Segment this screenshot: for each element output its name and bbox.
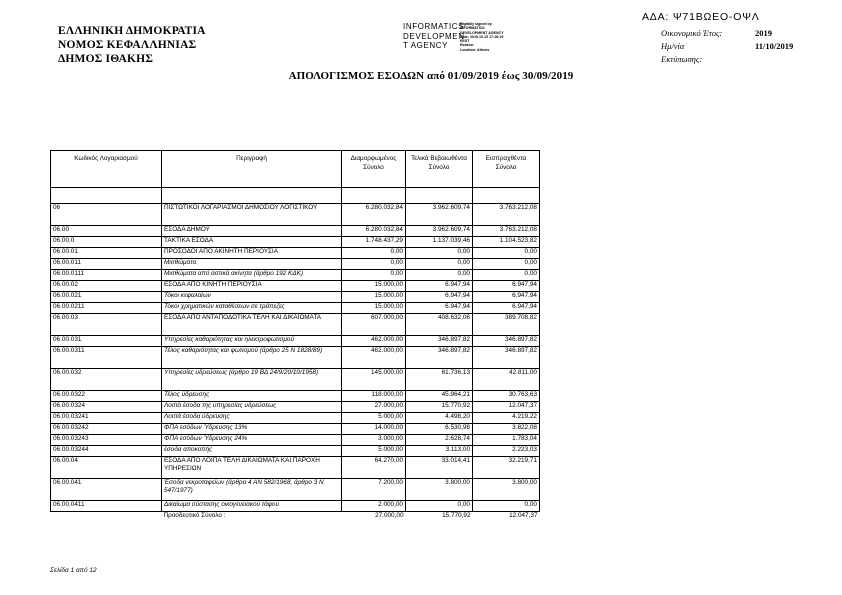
blank-row bbox=[51, 188, 540, 204]
account-code-cell: 06.00.03242 bbox=[51, 424, 162, 435]
issuer-line-3: ΔΗΜΟΣ ΙΘΑΚΗΣ bbox=[58, 53, 154, 65]
account-code-cell: 06.00.0211 bbox=[51, 303, 162, 314]
collected-total-cell: 0,00 bbox=[473, 248, 540, 259]
budgeted-total-cell: 0,00 bbox=[342, 248, 406, 259]
collected-total-cell: 3.763.212,08 bbox=[473, 204, 540, 226]
account-code-cell: 06.00.04 bbox=[51, 457, 162, 479]
account-code-cell: 06.00.02 bbox=[51, 281, 162, 292]
account-code-cell: 06.00.0111 bbox=[51, 270, 162, 281]
certified-total-cell: 3.800,00 bbox=[406, 479, 473, 501]
account-code-cell: 06.00.03241 bbox=[51, 413, 162, 424]
collected-total-cell: 6.947,94 bbox=[473, 303, 540, 314]
stamp-line-3: T AGENCY bbox=[403, 41, 449, 50]
description-cell: ΕΣΟΔΑ ΔΗΜΟΥ bbox=[162, 226, 342, 237]
budgeted-total-cell: 27.000,00 bbox=[342, 402, 406, 413]
meta-value: 2019 bbox=[755, 28, 772, 38]
meta-label: Εκτύπωσης: bbox=[661, 54, 703, 64]
certified-total-cell: 6.947,94 bbox=[406, 292, 473, 303]
signature-detail-line: Date: 2019.10.15 17:18:19 bbox=[460, 34, 504, 39]
description-cell: Υπηρεσίες υδρεύσεως (άρθρο 19 ΒΔ 24/9/20/10/1958) bbox=[162, 369, 342, 391]
blank-cell bbox=[162, 188, 342, 204]
stamp-line-2: DEVELOPMEN bbox=[403, 31, 465, 41]
description-cell: Λοιπά έσοδα ύδρευσης bbox=[162, 413, 342, 424]
table-row bbox=[51, 270, 540, 281]
certified-total-cell: 6.530,98 bbox=[406, 424, 473, 435]
budgeted-total-cell: 0,00 bbox=[342, 259, 406, 270]
table-row bbox=[51, 446, 540, 457]
certified-total-cell: 2.628,74 bbox=[406, 435, 473, 446]
column-header-code: Κωδικός Λογαριασμού bbox=[51, 151, 162, 188]
table-row bbox=[51, 402, 540, 413]
table-row bbox=[51, 248, 540, 259]
account-code-cell: 06.00.01 bbox=[51, 248, 162, 259]
meta-fiscal-year bbox=[661, 27, 772, 40]
table-row bbox=[51, 457, 540, 479]
account-code-cell: 06.00.0324 bbox=[51, 402, 162, 413]
collected-total-cell: 42.811,00 bbox=[473, 369, 540, 391]
account-code-cell: 06.00.041 bbox=[51, 479, 162, 501]
account-code-cell: 06.00.03 bbox=[51, 314, 162, 336]
table-row bbox=[51, 204, 540, 226]
description-cell: Υπηρεσίες καθαριότητας και ηλεκτροφωτισμού bbox=[162, 336, 342, 347]
budgeted-total-cell: 3.000,00 bbox=[342, 435, 406, 446]
description-cell: Τέλος ύδρευσης bbox=[162, 391, 342, 402]
description-cell: Μισθώματα από αστικά ακίνητα (άρθρο 192 ΚΔΚ) bbox=[162, 270, 342, 281]
certified-total-cell: 0,00 bbox=[406, 248, 473, 259]
table-row bbox=[51, 435, 540, 446]
description-cell: ΕΣΟΔΑ ΑΠΟ ΚΙΝΗΤΗ ΠΕΡΙΟΥΣΙΑ bbox=[162, 281, 342, 292]
signature-detail-line: Reason: bbox=[460, 43, 475, 48]
meta-value: 11/10/2019 bbox=[755, 41, 794, 51]
account-code-cell: 06.00.021 bbox=[51, 292, 162, 303]
table-row bbox=[51, 303, 540, 314]
total-certified: 15.770,92 bbox=[442, 512, 471, 519]
meta-print-label bbox=[661, 53, 722, 66]
budgeted-total-cell: 5.000,00 bbox=[342, 413, 406, 424]
table-row bbox=[51, 314, 540, 336]
total-spacer bbox=[51, 512, 162, 520]
table-row bbox=[51, 391, 540, 402]
signature-detail-line: Location: Athens bbox=[460, 47, 490, 52]
signature-detail-line: Digitally signed by bbox=[460, 22, 492, 26]
signature-stamp bbox=[403, 22, 465, 51]
signature-details bbox=[460, 22, 530, 52]
account-code-cell: 06.00.0411 bbox=[51, 501, 162, 512]
report-title: ΑΠΟΛΟΓΙΣΜΟΣ ΕΣΟΔΩΝ από 01/09/2019 έως 30/09/2019 bbox=[288, 70, 574, 82]
collected-total-cell: 3.763.212,08 bbox=[473, 226, 540, 237]
table-row bbox=[51, 237, 540, 248]
budgeted-total-cell: 15.000,00 bbox=[342, 281, 406, 292]
collected-total-cell: 389.708,82 bbox=[473, 314, 540, 336]
collected-total-cell: 346.897,82 bbox=[473, 347, 540, 369]
meta-print-date bbox=[661, 40, 794, 53]
page-number: Σελίδα 1 από 12 bbox=[50, 567, 97, 574]
certified-total-cell: 0,00 bbox=[406, 501, 473, 512]
table-row bbox=[51, 292, 540, 303]
account-code-cell: 06.00.032 bbox=[51, 369, 162, 391]
description-cell: Δικαίωμα σύστασης οικογενειακού τάφου bbox=[162, 501, 342, 512]
certified-total-cell: 346.897,82 bbox=[406, 336, 473, 347]
account-code-cell: 06.00.031 bbox=[51, 336, 162, 347]
total-budgeted: 27.000,00 bbox=[375, 512, 404, 519]
collected-total-cell: 3.800,00 bbox=[473, 479, 540, 501]
description-cell: Τέλος καθαριότητας και φωτισμού (άρθρο 25 Ν 1828/89) bbox=[162, 347, 342, 369]
certified-total-cell: 45.964,21 bbox=[406, 391, 473, 402]
column-header-budgeted: Διαμορφωμένος Σύνολο bbox=[342, 151, 406, 188]
issuer-line-1: ΕΛΛΗΝΙΚΗ ΔΗΜΟΚΡΑΤΙΑ bbox=[58, 25, 206, 37]
column-header-certified: Τελικά Βεβαιωθέντα Σύνολο bbox=[406, 151, 473, 188]
description-cell: ΕΣΟΔΑ ΑΠΟ ΑΝΤΑΠΟΔΟΤΙΚΑ ΤΕΛΗ ΚΑΙ ΔΙΚΑΙΩΜΑΤΑ bbox=[162, 314, 342, 336]
issuer-line-2: ΝΟΜΟΣ ΚΕΦΑΛΛΗΝΙΑΣ bbox=[58, 39, 197, 51]
report-title-wrap bbox=[0, 70, 842, 82]
issuer-block bbox=[58, 24, 206, 66]
certified-total-cell: 33.014,41 bbox=[406, 457, 473, 479]
collected-total-cell: 12.047,37 bbox=[473, 402, 540, 413]
collected-total-cell: 6.947,94 bbox=[473, 292, 540, 303]
table-row bbox=[51, 479, 540, 501]
table-row bbox=[51, 336, 540, 347]
description-cell: Τόκοι κεφαλαίων bbox=[162, 292, 342, 303]
budgeted-total-cell: 145.000,00 bbox=[342, 369, 406, 391]
description-cell: Έσοδα νεκροταφείων (άρθρα 4 ΑΝ 582/1968, άρθρο 3 Ν 547/1977) bbox=[162, 479, 342, 501]
certified-total-cell: 6.947,94 bbox=[406, 303, 473, 314]
description-cell: ΠΡΟΣΟΔΟΙ ΑΠΟ ΑΚΙΝΗΤΗ ΠΕΡΙΟΥΣΙΑ bbox=[162, 248, 342, 259]
account-code-cell: 06 bbox=[51, 204, 162, 226]
budgeted-total-cell: 7.200,00 bbox=[342, 479, 406, 501]
certified-total-cell: 4.498,20 bbox=[406, 413, 473, 424]
account-code-cell: 06.00.0 bbox=[51, 237, 162, 248]
column-header-description: Περιγραφή bbox=[162, 151, 342, 188]
collected-total-cell: 346.897,82 bbox=[473, 336, 540, 347]
collected-total-cell: 32.219,71 bbox=[473, 457, 540, 479]
table-row bbox=[51, 281, 540, 292]
table-header-row bbox=[51, 151, 540, 188]
revenue-table bbox=[50, 150, 540, 520]
document-meta bbox=[661, 27, 794, 66]
certified-total-cell: 346.897,82 bbox=[406, 347, 473, 369]
table-row bbox=[51, 424, 540, 435]
collected-total-cell: 0,00 bbox=[473, 501, 540, 512]
certified-total-cell: 0,00 bbox=[406, 259, 473, 270]
certified-total-cell: 6.947,94 bbox=[406, 281, 473, 292]
description-cell: ΦΠΑ εσόδων Ύδρευσης 24% bbox=[162, 435, 342, 446]
budgeted-total-cell: 607.000,00 bbox=[342, 314, 406, 336]
certified-total-cell: 1.137.039,46 bbox=[406, 237, 473, 248]
table-row bbox=[51, 259, 540, 270]
meta-label: Οικονομικό Έτος: bbox=[661, 28, 723, 38]
budgeted-total-cell: 0,00 bbox=[342, 270, 406, 281]
meta-label: Ημ/νία bbox=[661, 41, 685, 51]
description-cell: Λοιπά έσοδα της υπηρεσίας υδρεύσεως bbox=[162, 402, 342, 413]
budgeted-total-cell: 15.000,00 bbox=[342, 303, 406, 314]
certified-total-cell: 61.736,13 bbox=[406, 369, 473, 391]
certified-total-cell: 3.113,00 bbox=[406, 446, 473, 457]
blank-cell bbox=[51, 188, 162, 204]
collected-total-cell: 0,00 bbox=[473, 270, 540, 281]
description-cell: ΤΑΚΤΙΚΑ ΕΣΟΔΑ bbox=[162, 237, 342, 248]
table-row bbox=[51, 226, 540, 237]
budgeted-total-cell: 6.280.032,84 bbox=[342, 226, 406, 237]
account-code-cell: 06.00.0311 bbox=[51, 347, 162, 369]
budgeted-total-cell: 1.748.437,29 bbox=[342, 237, 406, 248]
total-label: Προοδευτικό Σύνολο : bbox=[163, 512, 226, 519]
budgeted-total-cell: 462.000,00 bbox=[342, 336, 406, 347]
description-cell: Μισθώματα bbox=[162, 259, 342, 270]
description-cell: ΠΙΣΤΩΤΙΚΟΙ ΛΟΓΑΡΙΑΣΜΟΙ ΔΗΜΟΣΙΟΥ ΛΟΓΙΣΤΙΚΟΥ bbox=[162, 204, 342, 226]
certified-total-cell: 15.770,92 bbox=[406, 402, 473, 413]
total-collected: 12.047,37 bbox=[509, 512, 538, 519]
blank-cell bbox=[406, 188, 473, 204]
certified-total-cell: 3.962.609,74 bbox=[406, 226, 473, 237]
signature-detail-line: INFORMATICS bbox=[460, 26, 485, 31]
budgeted-total-cell: 5.000,00 bbox=[342, 446, 406, 457]
collected-total-cell: 1.104.523,82 bbox=[473, 237, 540, 248]
description-cell: ΕΣΟΔΑ ΑΠΟ ΛΟΙΠΑ ΤΕΛΗ ΔΙΚΑΙΩΜΑΤΑ ΚΑΙ ΠΑΡΟΧΗ ΥΠΗΡΕΣΙΩΝ bbox=[162, 457, 342, 479]
table-row bbox=[51, 347, 540, 369]
certified-total-cell: 0,00 bbox=[406, 270, 473, 281]
table-row bbox=[51, 413, 540, 424]
budgeted-total-cell: 15.000,00 bbox=[342, 292, 406, 303]
collected-total-cell: 4.219,22 bbox=[473, 413, 540, 424]
budgeted-total-cell: 118.000,00 bbox=[342, 391, 406, 402]
description-cell: έσοδα αποκοπής bbox=[162, 446, 342, 457]
stamp-line-1: INFORMATICS bbox=[403, 22, 465, 31]
table-row bbox=[51, 501, 540, 512]
column-header-collected: Εισπραχθέντα Σύνολο bbox=[473, 151, 540, 188]
collected-total-cell: 30.763,63 bbox=[473, 391, 540, 402]
budgeted-total-cell: 14.000,00 bbox=[342, 424, 406, 435]
account-code-cell: 06.00.011 bbox=[51, 259, 162, 270]
account-code-cell: 06.00.03243 bbox=[51, 435, 162, 446]
account-code-cell: 06.00.03244 bbox=[51, 446, 162, 457]
table-row bbox=[51, 369, 540, 391]
blank-cell bbox=[473, 188, 540, 204]
budgeted-total-cell: 2.000,00 bbox=[342, 501, 406, 512]
signature-detail-line: DEVELOPMENT AGENCY bbox=[460, 30, 504, 35]
certified-total-cell: 3.962.609,74 bbox=[406, 204, 473, 226]
collected-total-cell: 6.947,94 bbox=[473, 281, 540, 292]
budgeted-total-cell: 462.000,00 bbox=[342, 347, 406, 369]
certified-total-cell: 408.632,06 bbox=[406, 314, 473, 336]
budgeted-total-cell: 6.280.032,84 bbox=[342, 204, 406, 226]
budgeted-total-cell: 64.270,00 bbox=[342, 457, 406, 479]
collected-total-cell: 1.783,04 bbox=[473, 435, 540, 446]
total-row bbox=[51, 512, 540, 520]
description-cell: Τόκοι χρηματικών καταθέσεων σε τράπεζες bbox=[162, 303, 342, 314]
collected-total-cell: 2.223,03 bbox=[473, 446, 540, 457]
collected-total-cell: 3.822,08 bbox=[473, 424, 540, 435]
collected-total-cell: 0,00 bbox=[473, 259, 540, 270]
blank-cell bbox=[342, 188, 406, 204]
account-code-cell: 06.00.0322 bbox=[51, 391, 162, 402]
ada-code: ΑΔΑ: Ψ71ΒΩΕΟ-ΟΨΛ bbox=[642, 11, 760, 23]
account-code-cell: 06.00 bbox=[51, 226, 162, 237]
description-cell: ΦΠΑ εσόδων Ύδρευσης 13% bbox=[162, 424, 342, 435]
signature-detail-line: EEST bbox=[460, 39, 470, 44]
